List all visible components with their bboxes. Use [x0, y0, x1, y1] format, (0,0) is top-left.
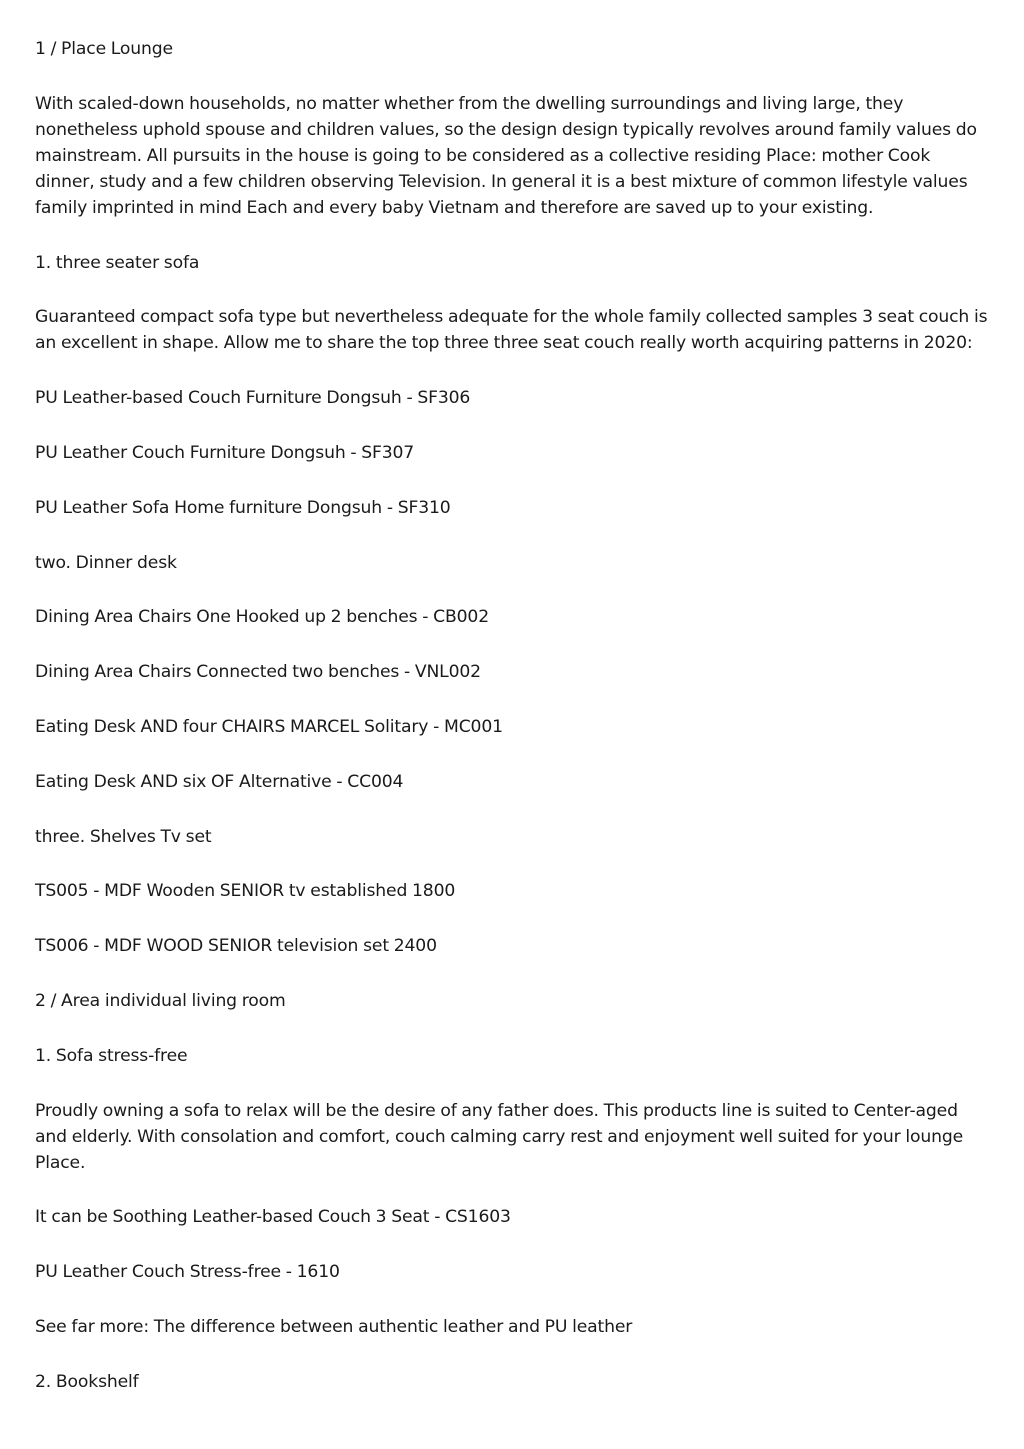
subheading-sofa-stress-free: 1. Sofa stress-free [35, 1045, 188, 1066]
product-item: Eating Desk AND six OF Alternative - CC004 [35, 771, 404, 792]
section-heading-living-room: 2 / Area individual living room [35, 990, 286, 1011]
section-heading-place-lounge: 1 / Place Lounge [35, 39, 173, 59]
product-item: TS006 - MDF WOOD SENIOR television set 2400 [35, 936, 437, 957]
see-more-line: See far more: The difference between authentic leather and PU leather [35, 1316, 633, 1337]
product-item: TS005 - MDF Wooden SENIOR tv established 1800 [35, 881, 456, 902]
product-item: PU Leather-based Couch Furniture Dongsuh - SF306 [35, 388, 471, 409]
product-item: Dining Area Chairs One Hooked up 2 benches - CB002 [35, 607, 489, 628]
product-item: Eating Desk AND four CHAIRS MARCEL Solitary - MC001 [35, 716, 503, 737]
product-item: PU Leather Couch Furniture Dongsuh - SF307 [35, 442, 415, 463]
product-item: It can be Soothing Leather-based Couch 3 Seat - CS1603 [35, 1207, 511, 1228]
product-item: Dining Area Chairs Connected two benches - VNL002 [35, 662, 481, 683]
relax-sofa-paragraph: Proudly owning a sofa to relax will be the desire of any father does. This products line is suited to Center-aged and elderly. With consolation and comfort, couch calming carry rest and enjoyment well suited for your lounge Place. [35, 1100, 964, 1173]
sofa-paragraph: Guaranteed compact sofa type but nevertheless adequate for the whole family collected samples 3 seat couch is an excellent in shape. Allow me to share the top three three seat couch really worth acquiring patterns in 2020: [35, 307, 988, 354]
subheading-dinner-desk: two. Dinner desk [35, 552, 177, 573]
subheading-three-seater-sofa: 1. three seater sofa [35, 252, 200, 273]
document-body [35, 36, 989, 1424]
subheading-bookshelf: 2. Bookshelf [35, 1371, 139, 1392]
product-item: PU Leather Couch Stress-free - 1610 [35, 1262, 340, 1283]
product-item: PU Leather Sofa Home furniture Dongsuh - SF310 [35, 497, 451, 518]
subheading-shelves-tv: three. Shelves Tv set [35, 826, 212, 847]
intro-paragraph: With scaled-down households, no matter whether from the dwelling surroundings and living large, they nonetheless uphold spouse and children values, so the design design typically revolves around family values do mainstream. All pursuits in the house is going to be considered as a collective residing Place: mother Cook dinner, study and a few children observing Television. In general it is a best mixture of common lifestyle values family imprinted in mind Each and every baby Vietnam and therefore are saved up to your existing. [35, 93, 977, 218]
